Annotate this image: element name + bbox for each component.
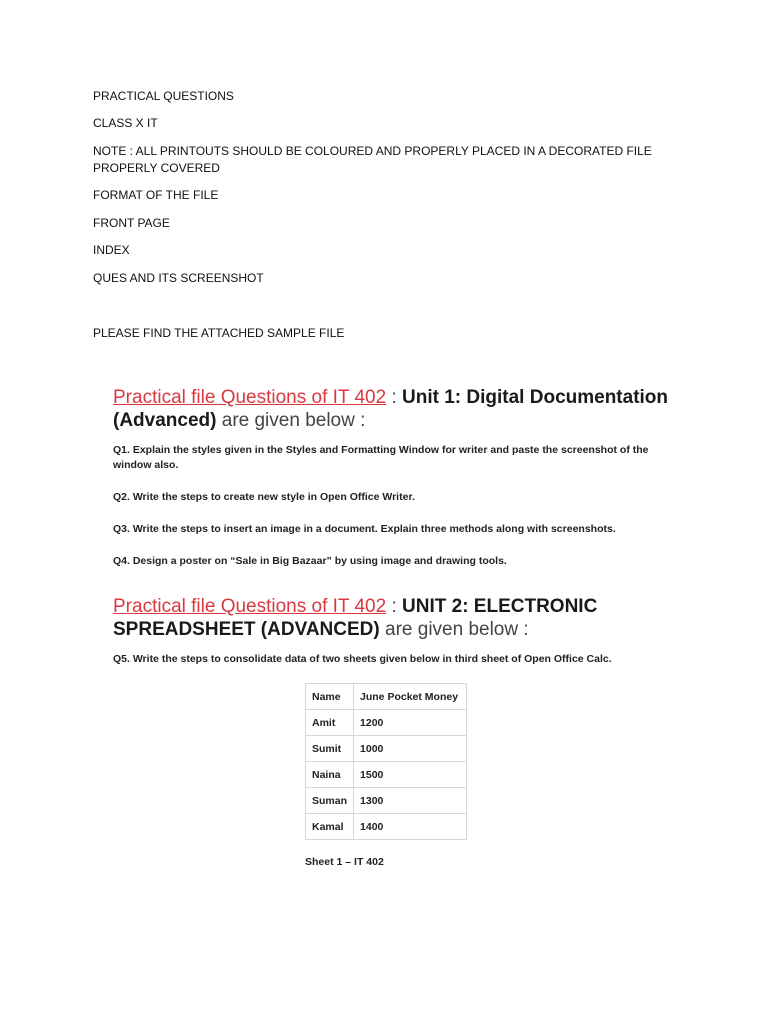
intro-front-page: FRONT PAGE [93,216,170,230]
table-row [306,736,467,762]
table-cell-name: Suman [306,788,354,814]
table-caption: Sheet 1 – IT 402 [305,856,384,868]
table-header-name: Name [306,684,354,710]
unit2-heading-tail: are given below : [379,619,529,640]
table-row [306,788,467,814]
unit2-heading [113,595,673,641]
question-2: Q2. Write the steps to create new style in Open Office Writer. [113,491,415,503]
table-cell-money: 1400 [354,814,467,840]
unit1-heading [113,386,673,432]
intro-title: PRACTICAL QUESTIONS [93,89,234,103]
table-row [306,814,467,840]
pocket-money-table [305,683,467,840]
intro-ques: QUES AND ITS SCREENSHOT [93,271,264,285]
intro-note: NOTE : ALL PRINTOUTS SHOULD BE COLOURED AND PROPERLY PLACED IN A DECORATED FILE PROPERLY COVERED [93,144,652,175]
table-cell-money: 1300 [354,788,467,814]
table-header-money: June Pocket Money [354,684,467,710]
table-header-row [306,684,467,710]
question-5: Q5. Write the steps to consolidate data of two sheets given below in third sheet of Open Office Calc. [113,653,612,665]
unit1-heading-tail: are given below : [216,410,366,431]
intro-index: INDEX [93,243,130,257]
table-cell-name: Naina [306,762,354,788]
question-4: Q4. Design a poster on “Sale in Big Bazaar” by using image and drawing tools. [113,555,507,567]
question-1: Q1. Explain the styles given in the Styles and Formatting Window for writer and paste the screenshot of the window also. [113,444,649,471]
table-row [306,710,467,736]
table-cell-money: 1000 [354,736,467,762]
question-3: Q3. Write the steps to insert an image in a document. Explain three methods along with screenshots. [113,523,616,535]
table-cell-name: Sumit [306,736,354,762]
unit2-heading-link[interactable]: Practical file Questions of IT 402 [113,596,387,617]
table-cell-name: Amit [306,710,354,736]
intro-format: FORMAT OF THE FILE [93,188,219,202]
unit1-heading-link[interactable]: Practical file Questions of IT 402 [113,387,387,408]
unit2-heading-sep: : [386,596,403,617]
table-cell-name: Kamal [306,814,354,840]
table-cell-money: 1500 [354,762,467,788]
table-row [306,762,467,788]
intro-attached: PLEASE FIND THE ATTACHED SAMPLE FILE [93,326,345,340]
unit1-heading-sep: : [386,387,403,408]
intro-class: CLASS X IT [93,116,158,130]
unit1-heading-bold: Unit 1: Digital Documentation (Advanced) [113,387,669,431]
table-cell-money: 1200 [354,710,467,736]
unit2-heading-bold: UNIT 2: ELECTRONIC SPREADSHEET (ADVANCED) [113,596,598,640]
